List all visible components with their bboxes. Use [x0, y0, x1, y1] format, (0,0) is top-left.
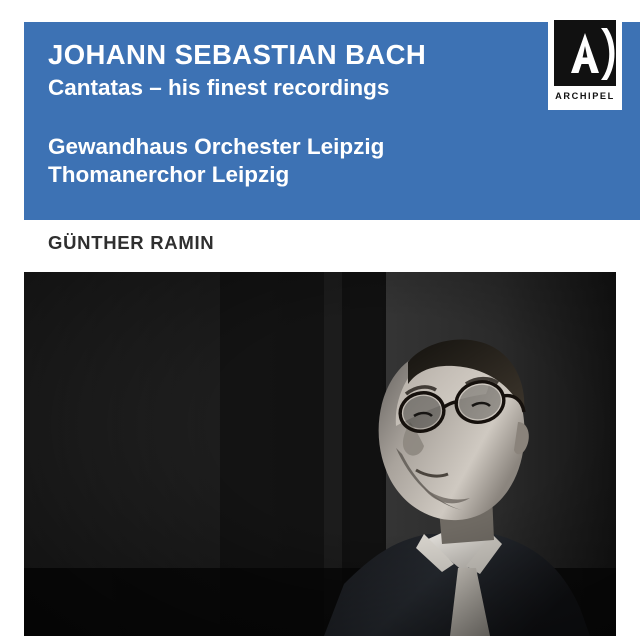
ensemble-name-orchestra: Gewandhaus Orchester Leipzig [48, 133, 385, 159]
composer-name: JOHANN SEBASTIAN BACH [48, 39, 427, 70]
conductor-portrait-photo [24, 272, 616, 636]
archipel-a-icon [554, 20, 616, 86]
ensemble-list [48, 133, 616, 191]
ensemble-name-choir: Thomanerchor Leipzig [48, 162, 290, 188]
conductor-name: GÜNTHER RAMIN [48, 232, 215, 253]
album-subtitle: Cantatas – his finest recordings [48, 74, 390, 100]
record-label-logo [548, 14, 622, 110]
label-wordmark: ARCHIPEL [555, 91, 615, 101]
